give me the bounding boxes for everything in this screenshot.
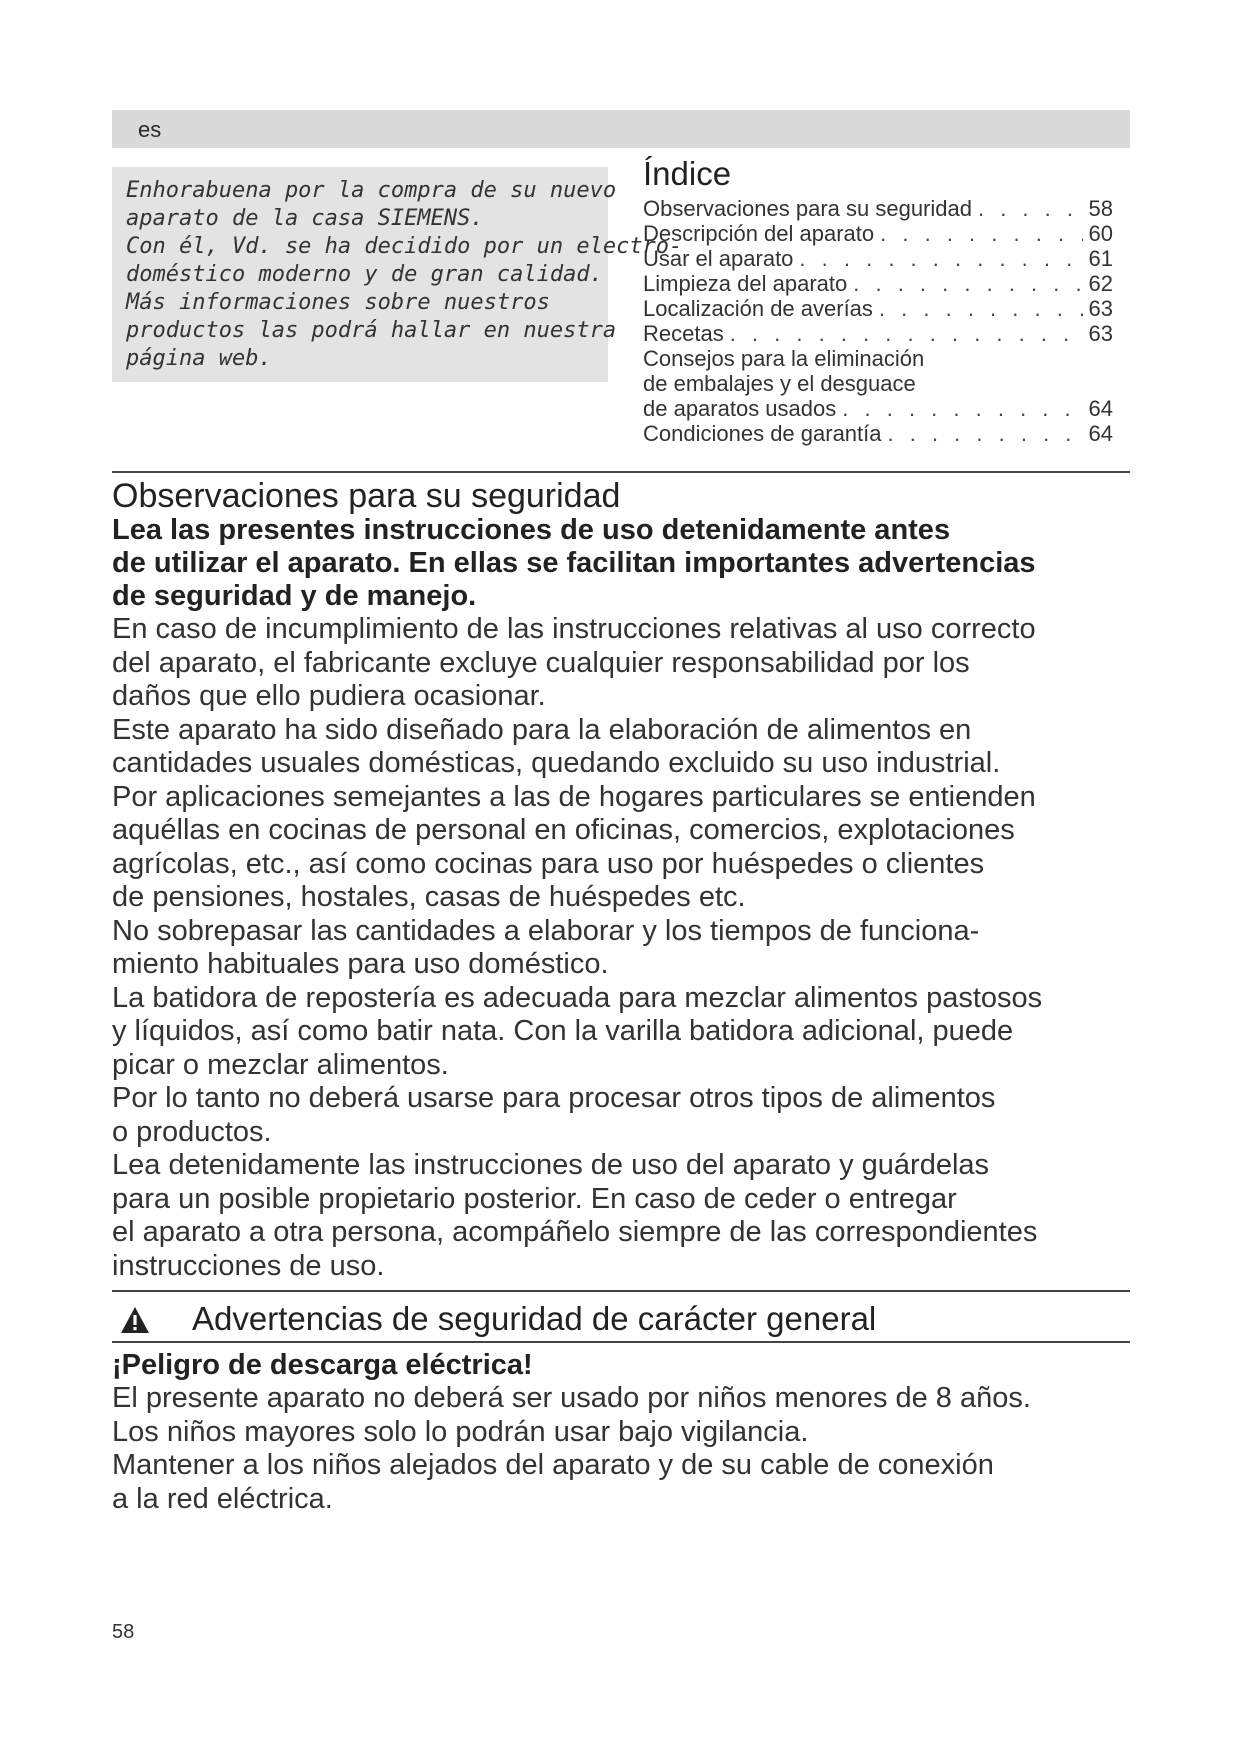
toc-item-label: Descripción del aparato — [643, 221, 875, 246]
toc-item-label: Usar el aparato — [643, 246, 794, 271]
toc-list — [643, 196, 1113, 446]
body-line: picar o mezclar alimentos. — [112, 1048, 449, 1081]
warning-triangle-icon — [120, 1306, 150, 1339]
page-number: 58 — [112, 1621, 135, 1643]
body-line: instrucciones de uso. — [112, 1249, 385, 1282]
lead-line: de utilizar el aparato. En ellas se facilitan importantes advertencias — [112, 547, 1036, 579]
toc-leader — [853, 271, 1082, 296]
toc-item-page: 64 — [1088, 396, 1113, 421]
section-divider — [112, 471, 1130, 473]
body-line: El presente aparato no deberá ser usado por niños menores de 8 años. — [112, 1382, 1031, 1414]
toc-item-page: 60 — [1088, 221, 1113, 246]
body-line: Este aparato ha sido diseñado para la elaboración de alimentos en — [112, 713, 972, 746]
toc-item-label: de embalajes y el desguace — [643, 371, 916, 396]
toc-item-page: 64 — [1088, 421, 1113, 446]
toc-leader — [880, 221, 1082, 246]
body-line: Los niños mayores solo lo podrán usar bajo vigilancia. — [112, 1415, 809, 1448]
intro-text — [126, 177, 683, 373]
toc-leader — [978, 196, 1083, 221]
body-line: y líquidos, así como batir nata. Con la varilla batidora adicional, puede — [112, 1015, 1014, 1047]
lead-line: de seguridad y de manejo. — [112, 580, 477, 612]
toc-leader — [842, 396, 1082, 421]
body-line: cantidades usuales domésticas, quedando excluido su uso industrial. — [112, 747, 1001, 779]
body-line: miento habituales para uso doméstico. — [112, 948, 609, 980]
electric-shock-section — [112, 1349, 1142, 1516]
body-line: daños que ello pudiera ocasionar. — [112, 680, 546, 712]
toc-item-page: 63 — [1088, 321, 1113, 346]
toc-item-page: 58 — [1088, 196, 1113, 221]
toc-item[interactable] — [643, 321, 1113, 346]
toc-item-label: Recetas — [643, 321, 724, 346]
body-line: En caso de incumplimiento de las instrucciones relativas al uso correcto — [112, 613, 1036, 645]
table-of-contents — [643, 154, 1113, 446]
language-code: es — [138, 117, 162, 142]
section-divider — [112, 1341, 1130, 1343]
intro-line: productos las podrá hallar en nuestra — [126, 318, 617, 343]
toc-item[interactable] — [643, 271, 1113, 296]
toc-item-label: Observaciones para su seguridad — [643, 196, 972, 221]
warning-subheading: ¡Peligro de descarga eléctrica! — [112, 1349, 533, 1381]
body-line: La batidora de repostería es adecuada para mezclar alimentos pastosos — [112, 981, 1043, 1014]
body-line: a la red eléctrica. — [112, 1482, 333, 1515]
toc-item[interactable] — [643, 371, 1113, 396]
intro-box — [112, 167, 683, 382]
toc-leader — [730, 321, 1083, 346]
body-line: para un posible propietario posterior. En caso de ceder o entregar — [112, 1182, 957, 1215]
toc-item-label: Condiciones de garantía — [643, 421, 882, 446]
toc-item[interactable] — [643, 396, 1113, 421]
toc-item-label: Consejos para la eliminación — [643, 346, 925, 371]
intro-line: Con él, Vd. se ha decidido por un electro- — [126, 234, 683, 259]
body-line: No sobrepasar las cantidades a elaborar y los tiempos de funciona- — [112, 914, 980, 947]
section-title: Observaciones para su seguridad — [112, 477, 621, 515]
toc-item[interactable] — [643, 221, 1113, 246]
body-line: del aparato, el fabricante excluye cualquier responsabilidad por los — [112, 646, 970, 679]
body-line: agrícolas, etc., así como cocinas para uso por huéspedes o clientes — [112, 847, 985, 880]
toc-item[interactable] — [643, 421, 1113, 446]
toc-item-page: 63 — [1088, 296, 1113, 321]
body-line: Por aplicaciones semejantes a las de hogares particulares se entienden — [112, 780, 1036, 813]
toc-item[interactable] — [643, 346, 1113, 371]
toc-leader — [799, 246, 1082, 271]
intro-line: aparato de la casa SIEMENS. — [126, 206, 484, 231]
body-line: de pensiones, hostales, casas de huéspedes etc. — [112, 881, 746, 913]
section-divider — [112, 1290, 1130, 1292]
toc-item-label: de aparatos usados — [643, 396, 837, 421]
body-line: el aparato a otra persona, acompáñelo siempre de las correspondientes — [112, 1216, 1038, 1248]
toc-item-label: Limpieza del aparato — [643, 271, 848, 296]
intro-line: doméstico moderno y de gran calidad. — [126, 262, 603, 287]
general-warnings-heading — [112, 1298, 1130, 1340]
toc-item-page: 61 — [1088, 246, 1113, 271]
body-line: Por lo tanto no deberá usarse para procesar otros tipos de alimentos — [112, 1082, 996, 1114]
safety-section — [112, 478, 1142, 1283]
toc-item[interactable] — [643, 246, 1113, 271]
body-line: Mantener a los niños alejados del aparato y de su cable de conexión — [112, 1449, 994, 1481]
body-line: o productos. — [112, 1115, 272, 1148]
toc-item[interactable] — [643, 196, 1113, 221]
intro-line: Enhorabuena por la compra de su nuevo — [126, 178, 617, 203]
body-line: Lea detenidamente las instrucciones de uso del aparato y guárdelas — [112, 1149, 990, 1181]
intro-line: página web. — [126, 346, 272, 371]
lead-line: Lea las presentes instrucciones de uso detenidamente antes — [112, 514, 951, 546]
section-title: Advertencias de seguridad de carácter general — [192, 1300, 877, 1337]
toc-leader — [888, 421, 1083, 446]
toc-title: Índice — [643, 155, 732, 192]
toc-item-page: 62 — [1088, 271, 1113, 296]
intro-line: Más informaciones sobre nuestros — [126, 290, 550, 315]
toc-leader — [879, 296, 1083, 321]
toc-item[interactable] — [643, 296, 1113, 321]
language-bar — [112, 110, 1130, 148]
toc-item-label: Localización de averías — [643, 296, 873, 321]
body-line: aquéllas en cocinas de personal en oficinas, comercios, explotaciones — [112, 814, 1015, 846]
